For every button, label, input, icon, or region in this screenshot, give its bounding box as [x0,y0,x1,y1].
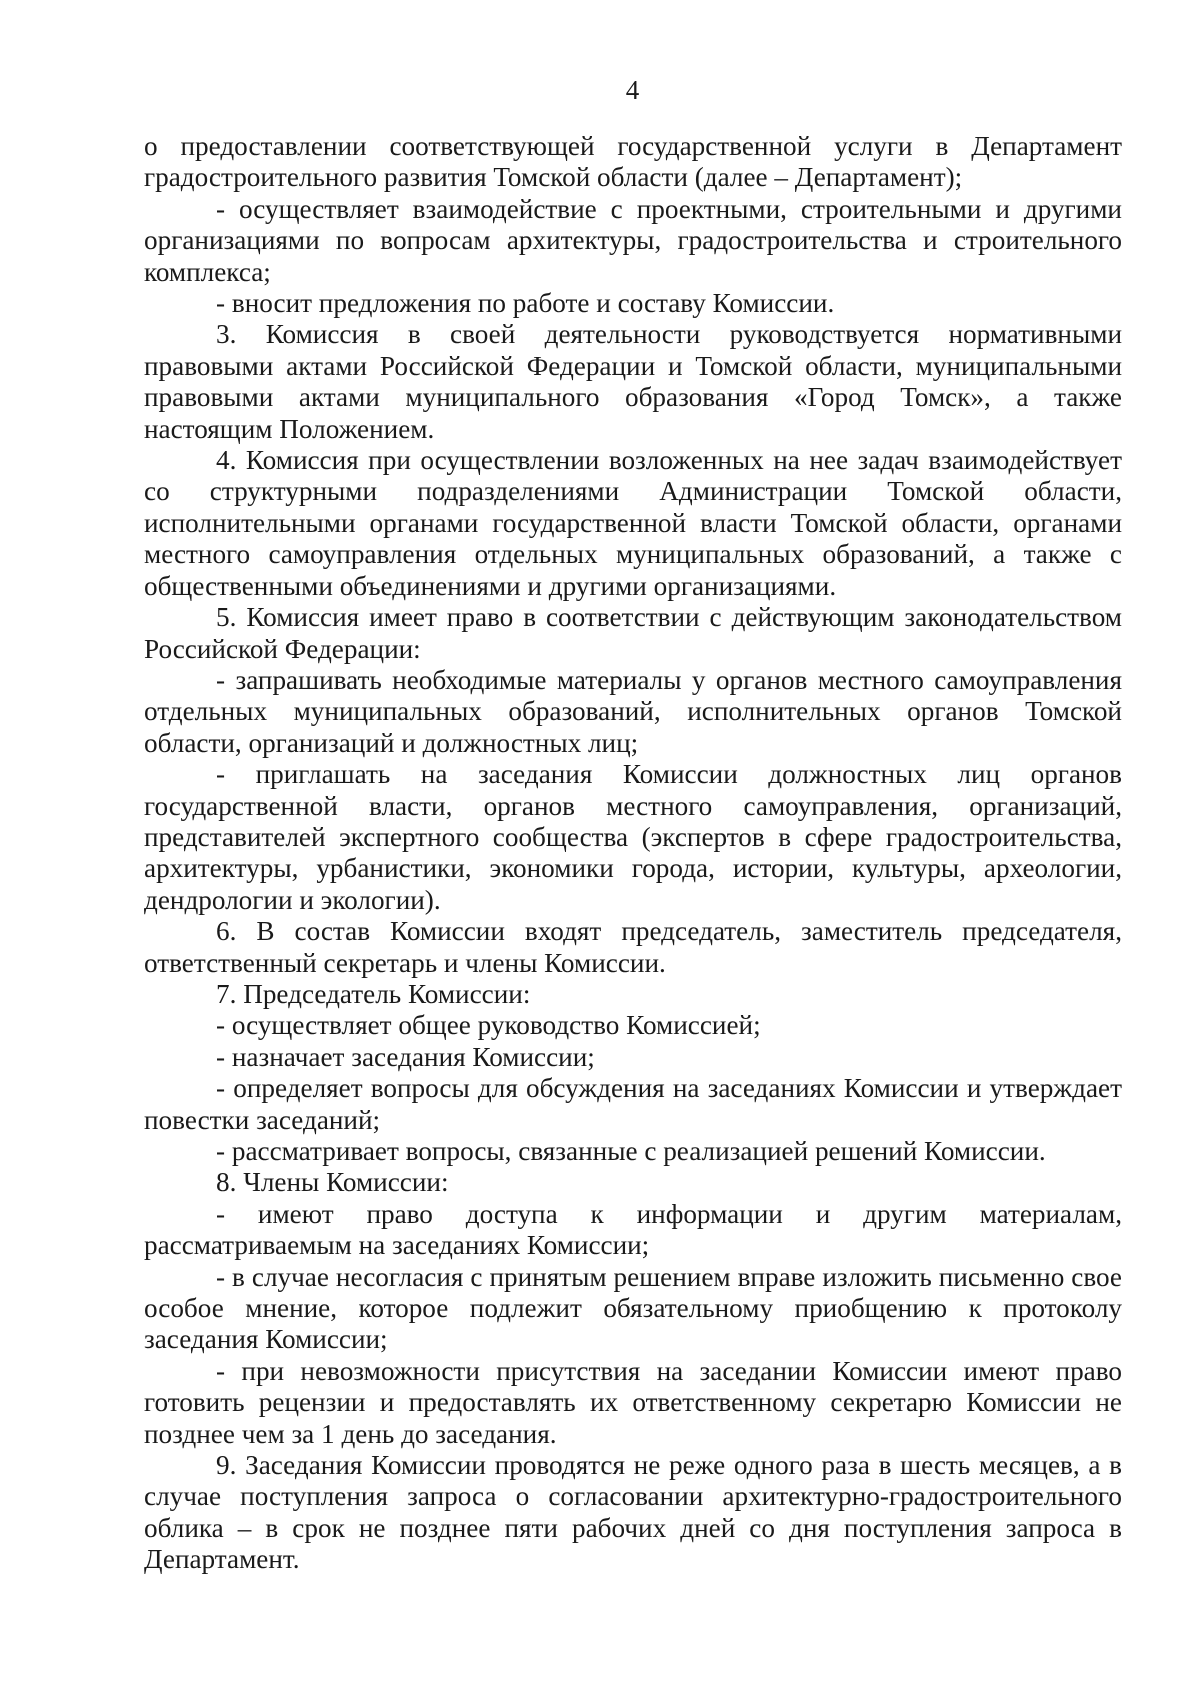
paragraph-interaction: - осуществляет взаимодействие с проектными, строительными и другими организациями по вопросам архитектуры, градостроительства и строительного комплекса; [144,193,1122,287]
paragraph-item-5: 5. Комиссия имеет право в соответствии с действующим законодательством Российской Федерации: [144,602,1122,664]
paragraph-review-decisions: - рассматривает вопросы, связанные с реализацией решений Комиссии. [216,1136,1046,1166]
paragraph-item-7: 7. Председатель Комиссии: [216,978,531,1009]
paragraph-proposals: - вносит предложения по работе и составу Комиссии. [216,288,835,319]
paragraph-define-agenda: - определяет вопросы для обсуждения на заседаниях Комиссии и утверждает повестки заседаний; [144,1073,1122,1135]
paragraph-item-8: 8. Члены Комиссии: [216,1167,449,1198]
paragraph-continuation: о предоставлении соответствующей государственной услуги в Департамент градостроительного развития Томской области (далее – Департамент); [144,131,1122,193]
paragraph-item-4: 4. Комиссия при осуществлении возложенных на нее задач взаимодействует со структурными подразделениями Администрации Томской области, исполнительными органами государственной власти Томской области, органами местного самоуправления отдельных муниципальных образований, а также с общественными объединениями и другими организациями. [144,445,1122,601]
paragraph-item-9: 9. Заседания Комиссии проводятся не реже одного раза в шесть месяцев, а в случае поступления запроса о согласовании архитектурно-градостроительного облика – в срок не позднее пяти рабочих дней со дня поступления запроса в Департамент. [144,1450,1122,1575]
paragraph-item-3: 3. Комиссия в своей деятельности руководствуется нормативными правовыми актами Российской Федерации и Томской области, муниципальными правовыми актами муниципального образования «Город Томск», а также настоящим Положением. [144,319,1122,444]
paragraph-schedule-meetings: - назначает заседания Комиссии; [216,1041,595,1072]
page-number: 4 [625,75,640,105]
paragraph-request-materials: - запрашивать необходимые материалы у органов местного самоуправления отдельных муниципальных образований, исполнительных органов Томской области, организаций и должностных лиц; [144,664,1122,758]
document-body [144,131,1122,1576]
paragraph-item-6: 6. В состав Комиссии входят председатель, заместитель председателя, ответственный секретарь и члены Комиссии. [144,916,1122,978]
paragraph-invite-officials: - приглашать на заседания Комиссии должностных лиц органов государственной власти, органов местного самоуправления, организаций, представителей экспертного сообщества (экспертов в сфере градостроительства, архитектуры, урбанистики, экономики города, истории, культуры, археологии, дендрологии и экологии). [144,759,1122,915]
paragraph-dissenting-opinion: - в случае несогласия с принятым решением вправе изложить письменно свое особое мнение, которое подлежит обязательному приобщению к протоколу заседания Комиссии; [144,1261,1122,1355]
paragraph-reviews: - при невозможности присутствия на заседании Комиссии имеют право готовить рецензии и предоставлять их ответственному секретарю Комиссии не позднее чем за 1 день до заседания. [144,1355,1122,1449]
paragraph-access-rights: - имеют право доступа к информации и другим материалам, рассматриваемым на заседаниях Комиссии; [144,1198,1122,1261]
paragraph-general-management: - осуществляет общее руководство Комиссией; [216,1010,761,1041]
